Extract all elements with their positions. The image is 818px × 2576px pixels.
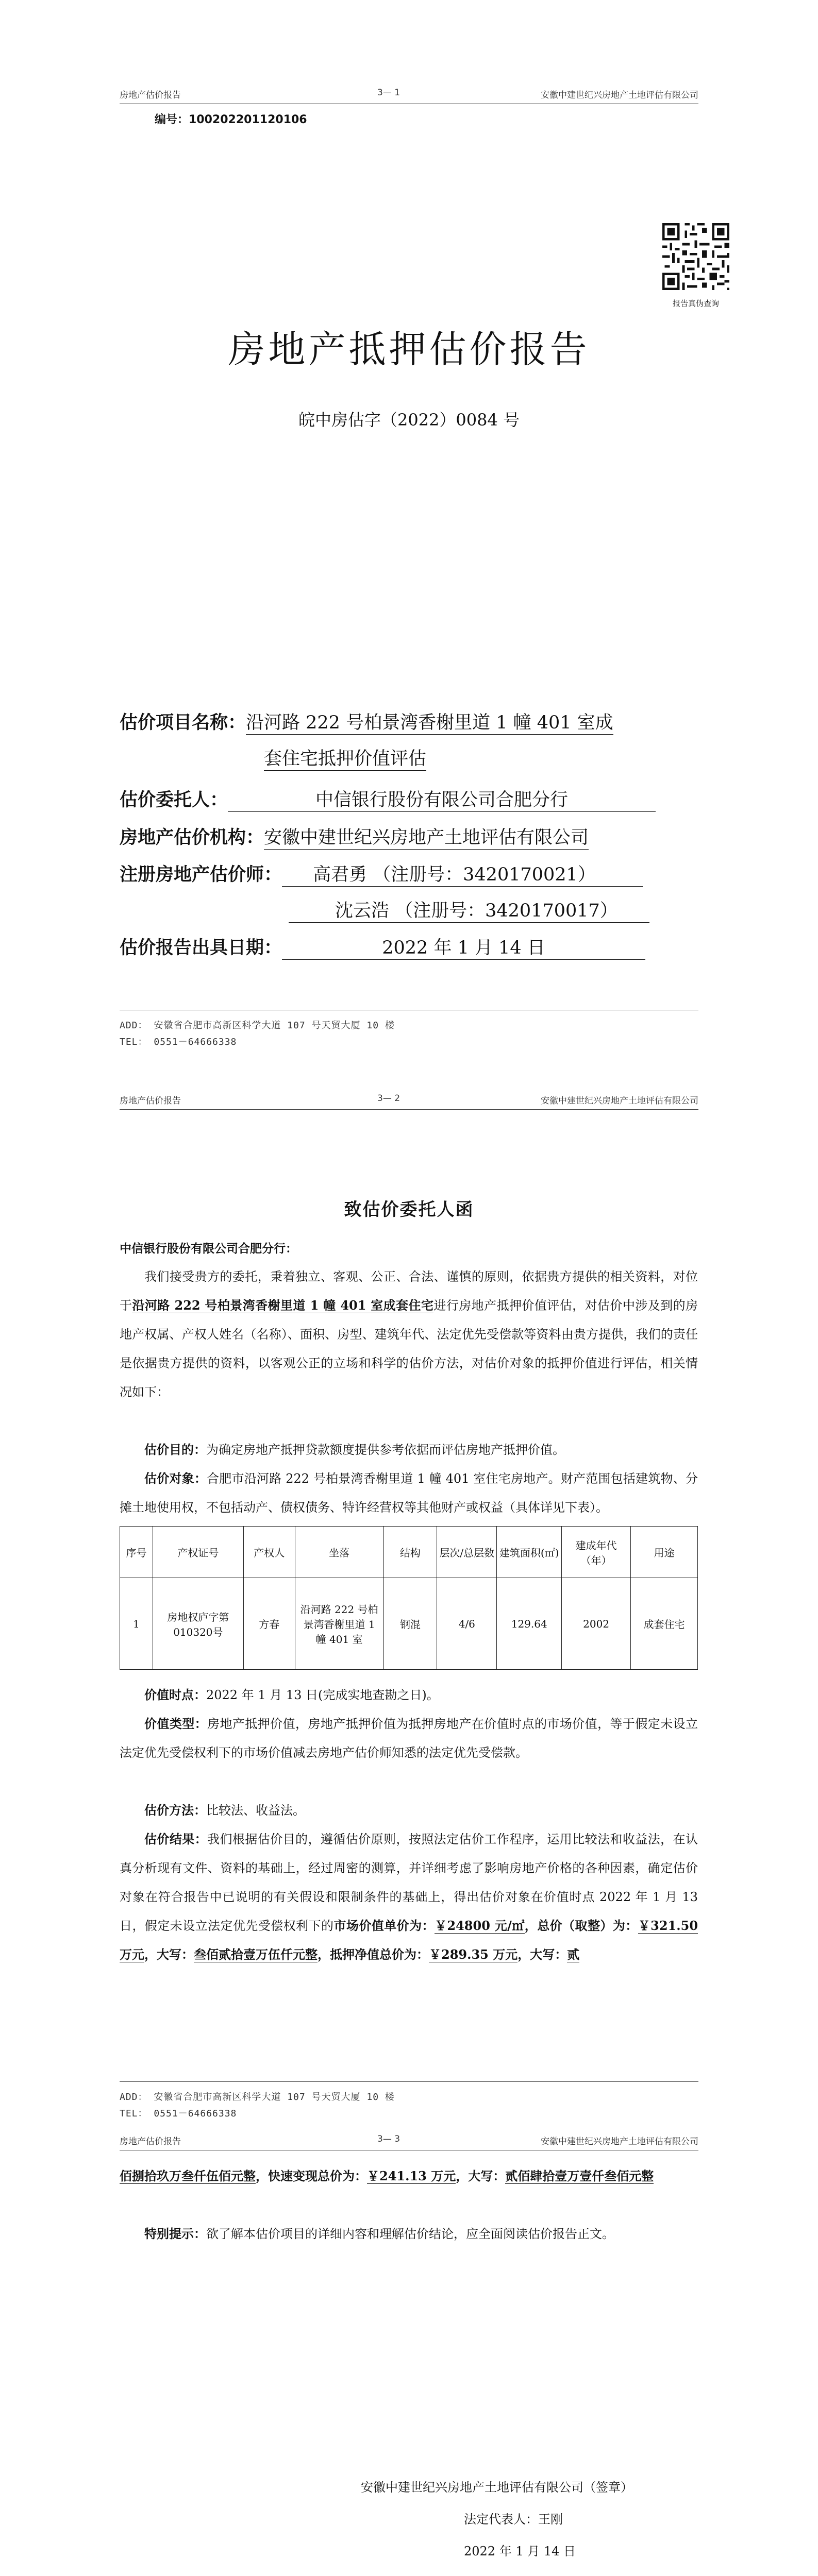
running-header	[120, 1093, 698, 1110]
footer-tel: TEL： 0551－64666338	[120, 2108, 237, 2119]
footer-address: ADD： 安徽省合肥市高新区科学大道 107 号天贸大厦 10 楼	[120, 1020, 395, 1031]
report-date-row	[120, 934, 645, 960]
result-text-b: 市场价值单价为：	[333, 1918, 435, 1933]
purpose-paragraph	[120, 1435, 698, 1464]
client-row	[120, 786, 656, 812]
purpose-label: 估价目的：	[144, 1442, 206, 1457]
result-paragraph	[120, 1825, 698, 1969]
intro-text-c: 进行房地产抵押价值评估，对估价中涉及到的房地产权属、产权人姓名（名称）、面积、房型、建筑年代、法定优先受偿款等资料由贵方提供，我们的责任是依据贵方提供的资料，以客观公正的立场和科学的估价方法，对估价对象的抵押价值进行评估，相关情况如下：	[120, 1298, 698, 1399]
value-type-label: 价值类型：	[144, 1716, 208, 1731]
method-label: 估价方法：	[144, 1803, 206, 1818]
object-paragraph	[120, 1464, 698, 1522]
running-header	[120, 2134, 698, 2150]
method-paragraph	[120, 1796, 698, 1825]
property-table	[120, 1526, 698, 1670]
table-cell: 1	[120, 1578, 153, 1670]
net-price-words: 佰捌拾玖万叁仟伍佰元整	[120, 2168, 256, 2183]
result-text-a: 我们根据估价目的，遵循估价原则，按照法定估价工作程序，运用比较法和收益法，在认真分析现有文件、资料的基础上，经过周密的测算，并详细考虑了影响房地产价格的各种因素，确定估价对象在符合报告中已说明的有关假设和限制条件的基础上，得出估价对象在价值时点 2022 年 1 月 13 日，假定未设立法定优先受偿权利下的	[120, 1832, 698, 1933]
result-label: 估价结果：	[144, 1832, 208, 1846]
total-price: ￥321.50 万元	[120, 1918, 698, 1962]
project-name-row	[120, 708, 613, 735]
report-date-value: 2022 年 1 月 14 日	[282, 934, 645, 960]
intro-text-a: 我们接受贵方的委托，秉着独立、客观、公正、合法、谨慎的原则，依据贵方提供的相关资料，对位于	[120, 1269, 698, 1313]
report-file-number: 皖中房估字（2022）0084 号	[298, 410, 520, 430]
object-text: 合肥市沿河路 222 号柏景湾香榭里道 1 幢 401 室住宅房地产。财产范围包括建筑物、分摊土地使用权，不包括动产、债权债务、特许经营权等其他财产或权益（具体详见下表）。	[120, 1471, 698, 1515]
header-company: 安徽中建世纪兴房地产土地评估有限公司	[541, 2137, 698, 2147]
legal-representative: 法定代表人：王刚	[464, 2512, 563, 2527]
project-name-value-line2: 套住宅抵押价值评估	[264, 744, 426, 771]
header-company: 安徽中建世纪兴房地产土地评估有限公司	[541, 1096, 698, 1106]
report-date-label: 估价报告出具日期：	[120, 937, 282, 958]
purpose-text: 为确定房地产抵押贷款额度提供参考依据而评估房地产抵押价值。	[206, 1443, 565, 1457]
running-header	[120, 88, 698, 104]
value-time-paragraph	[120, 1681, 698, 1709]
project-name-label: 估价项目名称：	[120, 712, 246, 733]
table-header-cell: 建筑面积(㎡)	[497, 1527, 562, 1578]
header-left: 房地产估价报告	[120, 2137, 181, 2147]
table-cell: 4/6	[437, 1578, 497, 1670]
table-cell: 沿河路 222 号柏景湾香榭里道 1 幢 401 室	[295, 1578, 383, 1670]
project-name-value-line1: 沿河路 222 号柏景湾香榭里道 1 幢 401 室成	[246, 708, 613, 735]
net-price: ￥289.35 万元	[429, 1947, 518, 1962]
table-cell: 方春	[243, 1578, 295, 1670]
table-cell: 房地权庐字第010320号	[153, 1578, 243, 1670]
qr-caption: 报告真伪查询	[672, 299, 719, 308]
appraiser-row-2	[289, 896, 649, 923]
footer-tel: TEL： 0551－64666338	[120, 1037, 237, 1047]
letter-salutation: 中信银行股份有限公司合肥分行：	[120, 1242, 297, 1256]
table-cell: 129.64	[497, 1578, 562, 1670]
signature-date: 2022 年 1 月 14 日	[464, 2544, 576, 2558]
header-company: 安徽中建世纪兴房地产土地评估有限公司	[541, 90, 698, 100]
table-cell: 钢混	[383, 1578, 437, 1670]
special-tip-paragraph	[120, 2219, 698, 2248]
report-title: 房地产抵押估价报告	[228, 328, 590, 371]
result-text-d: ，大写：	[144, 1947, 194, 1962]
method-text: 比较法、收益法。	[206, 1803, 305, 1818]
header-page-number: 3— 2	[377, 1093, 400, 1104]
table-cell: 成套住宅	[631, 1578, 698, 1670]
client-value: 中信银行股份有限公司合肥分行	[228, 786, 656, 812]
value-type-paragraph	[120, 1709, 698, 1767]
appraiser-1: 高君勇 （注册号：3420170021）	[282, 860, 643, 887]
object-label: 估价对象：	[144, 1471, 207, 1486]
table-header-row	[120, 1527, 698, 1578]
total-price-words: 叁佰贰拾壹万伍仟元整	[194, 1947, 318, 1962]
table-header-cell: 坐落	[295, 1527, 383, 1578]
value-type-text: 房地产抵押价值，房地产抵押价值为抵押房地产在价值时点的市场价值，等于假定未设立法定优先受偿权利下的市场价值减去房地产估价师知悉的法定优先受偿款。	[120, 1717, 698, 1760]
agency-value: 安徽中建世纪兴房地产土地评估有限公司	[264, 823, 589, 850]
header-left: 房地产估价报告	[120, 90, 181, 100]
value-time-label: 价值时点：	[144, 1687, 206, 1702]
quick-sale-price-words: 贰佰肆拾壹万壹仟叁佰元整	[505, 2168, 654, 2183]
appraiser-row	[120, 860, 643, 887]
company-signature: 安徽中建世纪兴房地产土地评估有限公司（签章）	[361, 2480, 633, 2495]
table-header-cell: 用途	[631, 1527, 698, 1578]
report-serial-number: 编号：100202201120106	[155, 113, 307, 126]
client-label: 估价委托人：	[120, 789, 228, 810]
result-text-c: ，总价（取整）为：	[524, 1918, 638, 1933]
footer-rule	[120, 2081, 698, 2082]
result-text-g: ，快速变现总价为：	[256, 2168, 367, 2183]
table-row	[120, 1578, 698, 1670]
table-cell: 2002	[562, 1578, 631, 1670]
table-header-cell: 产权证号	[153, 1527, 243, 1578]
result-continued	[120, 2162, 698, 2191]
quick-sale-price: ￥241.13 万元	[367, 2168, 456, 2183]
page-cover	[0, 0, 818, 1072]
net-price-words-start: 贰	[567, 1947, 580, 1962]
special-tip-text: 欲了解本估价项目的详细内容和理解估价结论，应全面阅读估价报告正文。	[206, 2227, 614, 2241]
header-page-number: 3— 3	[377, 2134, 400, 2144]
letter-intro	[120, 1262, 698, 1406]
table-header-cell: 序号	[120, 1527, 153, 1578]
unit-price: ￥24800 元/㎡	[434, 1918, 525, 1933]
header-left: 房地产估价报告	[120, 1096, 181, 1106]
footer-address: ADD： 安徽省合肥市高新区科学大道 107 号天贸大厦 10 楼	[120, 2092, 395, 2103]
table-header-cell: 层次/总层数	[437, 1527, 497, 1578]
agency-label: 房地产估价机构：	[120, 827, 264, 848]
page-letter-2	[0, 2133, 818, 2576]
result-text-h: ，大写：	[456, 2168, 506, 2183]
table-header-cell: 建成年代（年）	[562, 1527, 631, 1578]
appraiser-label: 注册房地产估价师：	[120, 864, 282, 885]
appraiser-2: 沈云浩 （注册号：3420170017）	[289, 896, 649, 923]
result-text-e: ，抵押净值总价为：	[318, 1947, 429, 1962]
header-page-number: 3— 1	[377, 88, 400, 98]
table-header-cell: 结构	[383, 1527, 437, 1578]
agency-row	[120, 823, 589, 850]
intro-property-address: 沿河路 222 号柏景湾香榭里道 1 幢 401 室成套住宅	[132, 1298, 434, 1313]
value-time-text: 2022 年 1 月 13 日(完成实地查勘之日)。	[206, 1688, 439, 1702]
table-header-cell: 产权人	[243, 1527, 295, 1578]
project-name-row-2	[264, 744, 426, 771]
special-tip-label: 特别提示：	[144, 2226, 206, 2241]
result-text-f: ，大写：	[517, 1947, 567, 1962]
letter-title: 致估价委托人函	[344, 1199, 474, 1220]
qr-code-icon[interactable]	[660, 221, 732, 293]
